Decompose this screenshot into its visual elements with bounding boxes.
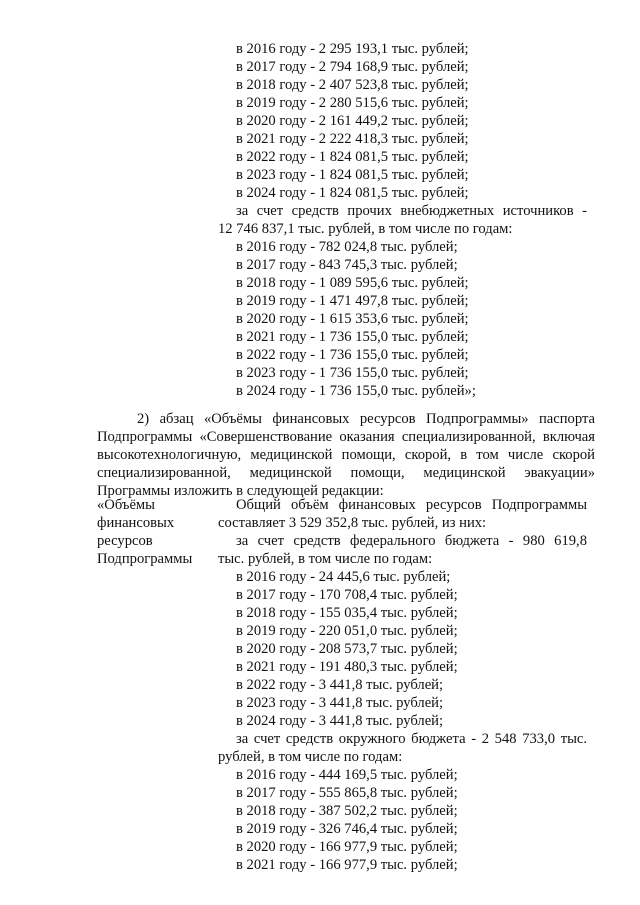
paragraph-line: высокотехнологичную, медицинской помощи, скорой, в том числе скорой (97, 447, 595, 463)
year-line: в 2017 году - 170 708,4 тыс. рублей; (236, 587, 458, 603)
table-left-label: ресурсов (97, 533, 153, 549)
year-line: в 2021 году - 1 736 155,0 тыс. рублей; (236, 329, 469, 345)
year-line: в 2018 году - 387 502,2 тыс. рублей; (236, 803, 458, 819)
year-line: в 2024 году - 1 824 081,5 тыс. рублей; (236, 185, 469, 201)
paragraph-line: Подпрограммы «Совершенствование оказания специализированной, включая (97, 429, 595, 445)
year-line: в 2018 году - 2 407 523,8 тыс. рублей; (236, 77, 469, 93)
year-line: в 2024 году - 3 441,8 тыс. рублей; (236, 713, 444, 729)
district-line: за счет средств окружного бюджета - 2 548 733,0 тыс. (236, 731, 587, 747)
year-line: в 2021 году - 166 977,9 тыс. рублей; (236, 857, 458, 873)
year-line: в 2020 году - 2 161 449,2 тыс. рублей; (236, 113, 469, 129)
year-line: в 2017 году - 2 794 168,9 тыс. рублей; (236, 59, 469, 75)
year-line: в 2017 году - 843 745,3 тыс. рублей; (236, 257, 458, 273)
year-line: в 2021 году - 2 222 418,3 тыс. рублей; (236, 131, 469, 147)
federal-line: за счет средств федерального бюджета - 980 619,8 (236, 533, 587, 549)
year-line: в 2021 году - 191 480,3 тыс. рублей; (236, 659, 458, 675)
year-line: в 2019 году - 1 471 497,8 тыс. рублей; (236, 293, 469, 309)
total-line: составляет 3 529 352,8 тыс. рублей, из них: (218, 515, 487, 531)
year-line: в 2020 году - 208 573,7 тыс. рублей; (236, 641, 458, 657)
paragraph-line: 2) абзац «Объёмы финансовых ресурсов Подпрограммы» паспорта (137, 411, 595, 427)
year-line: в 2016 году - 444 169,5 тыс. рублей; (236, 767, 458, 783)
paragraph-line: Программы изложить в следующей редакции: (97, 483, 384, 499)
paragraph-line: специализированной, медицинской помощи, медицинской эвакуации» (97, 465, 595, 481)
year-line: в 2016 году - 782 024,8 тыс. рублей; (236, 239, 458, 255)
year-line: в 2022 году - 1 824 081,5 тыс. рублей; (236, 149, 469, 165)
table-left-label: финансовых (97, 515, 175, 531)
year-line: в 2023 году - 1 736 155,0 тыс. рублей; (236, 365, 469, 381)
year-line: в 2022 году - 1 736 155,0 тыс. рублей; (236, 347, 469, 363)
year-line: в 2018 году - 155 035,4 тыс. рублей; (236, 605, 458, 621)
year-line: в 2019 году - 326 746,4 тыс. рублей; (236, 821, 458, 837)
year-line: в 2020 году - 166 977,9 тыс. рублей; (236, 839, 458, 855)
year-line: в 2023 году - 1 824 081,5 тыс. рублей; (236, 167, 469, 183)
other-sources-line: за счет средств прочих внебюджетных источников - (236, 203, 587, 219)
table-left-label: Подпрограммы (97, 551, 193, 567)
year-line: в 2022 году - 3 441,8 тыс. рублей; (236, 677, 444, 693)
year-line: в 2018 году - 1 089 595,6 тыс. рублей; (236, 275, 469, 291)
year-line: в 2020 году - 1 615 353,6 тыс. рублей; (236, 311, 469, 327)
year-line: в 2016 году - 24 445,6 тыс. рублей; (236, 569, 451, 585)
year-line: в 2016 году - 2 295 193,1 тыс. рублей; (236, 41, 469, 57)
year-line: в 2024 году - 1 736 155,0 тыс. рублей»; (236, 383, 476, 399)
total-line: Общий объём финансовых ресурсов Подпрограммы (236, 497, 587, 513)
other-sources-total: 12 746 837,1 тыс. рублей, в том числе по годам: (218, 221, 513, 237)
year-line: в 2017 году - 555 865,8 тыс. рублей; (236, 785, 458, 801)
table-left-label: «Объёмы (97, 497, 155, 513)
year-line: в 2019 году - 220 051,0 тыс. рублей; (236, 623, 458, 639)
district-line: рублей, в том числе по годам: (218, 749, 403, 765)
federal-line: тыс. рублей, в том числе по годам: (218, 551, 433, 567)
year-line: в 2023 году - 3 441,8 тыс. рублей; (236, 695, 444, 711)
year-line: в 2019 году - 2 280 515,6 тыс. рублей; (236, 95, 469, 111)
